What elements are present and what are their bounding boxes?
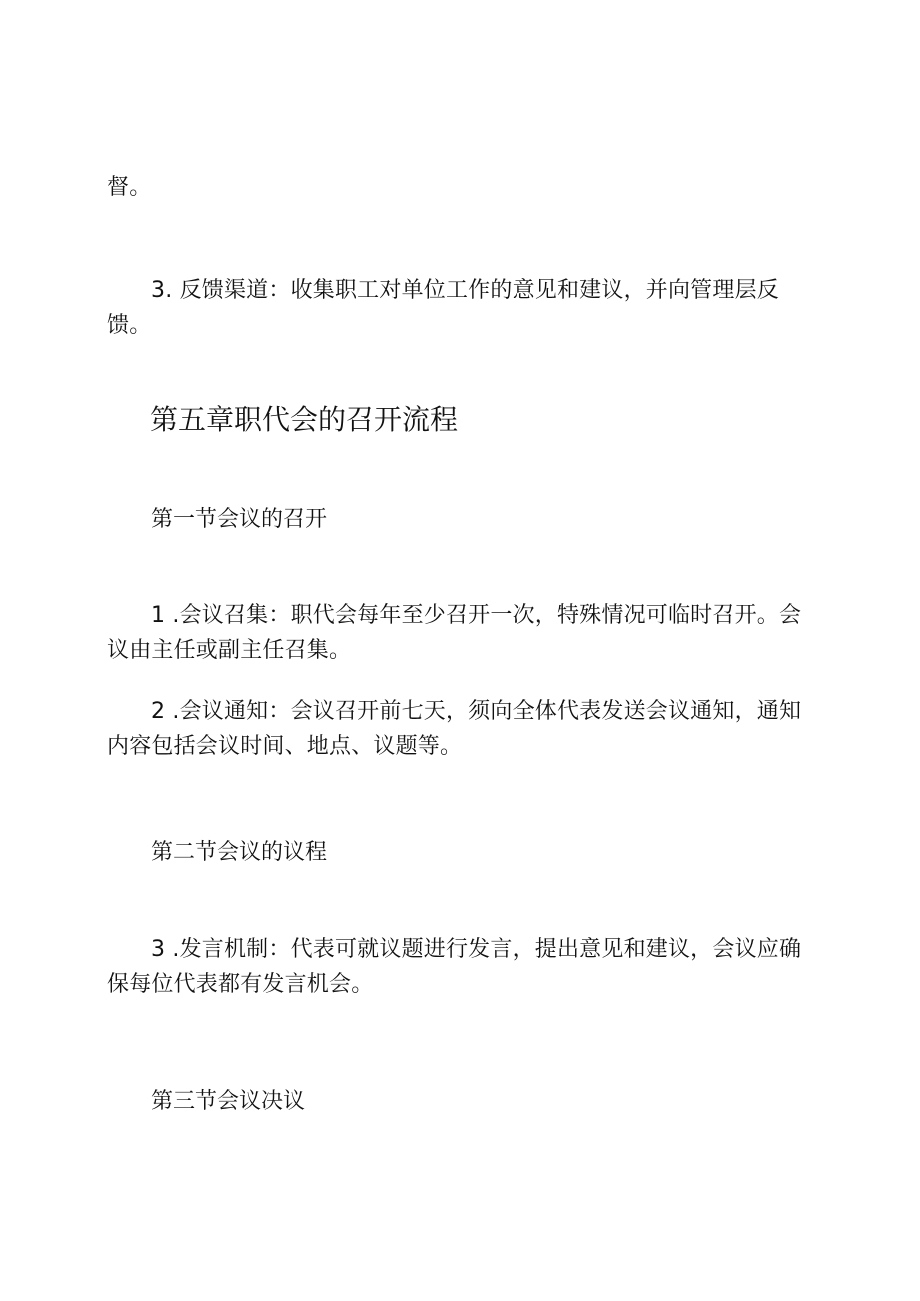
meeting-convening-item: 1 .会议召集：职代会每年至少召开一次，特殊情况可临时召开。会议由主任或副主任召集。 <box>107 603 802 663</box>
chapter-title: 第五章职代会的召开流程 <box>150 403 459 436</box>
speaking-mechanism-item: 3 .发言机制：代表可就议题进行发言，提出意见和建议，会议应确保每位代表都有发言机会。 <box>107 937 802 997</box>
continuation-text: 督。 <box>107 175 152 200</box>
feedback-channel-item: 3. 反馈渠道：收集职工对单位工作的意见和建议，并向管理层反馈。 <box>107 278 779 338</box>
section-title-3: 第三节会议决议 <box>151 1089 306 1114</box>
section-title-2: 第二节会议的议程 <box>151 840 328 865</box>
meeting-notice-item: 2 .会议通知：会议召开前七天，须向全体代表发送会议通知，通知内容包括会议时间、地点、议题等。 <box>107 699 802 759</box>
section-title-1: 第一节会议的召开 <box>151 507 328 532</box>
